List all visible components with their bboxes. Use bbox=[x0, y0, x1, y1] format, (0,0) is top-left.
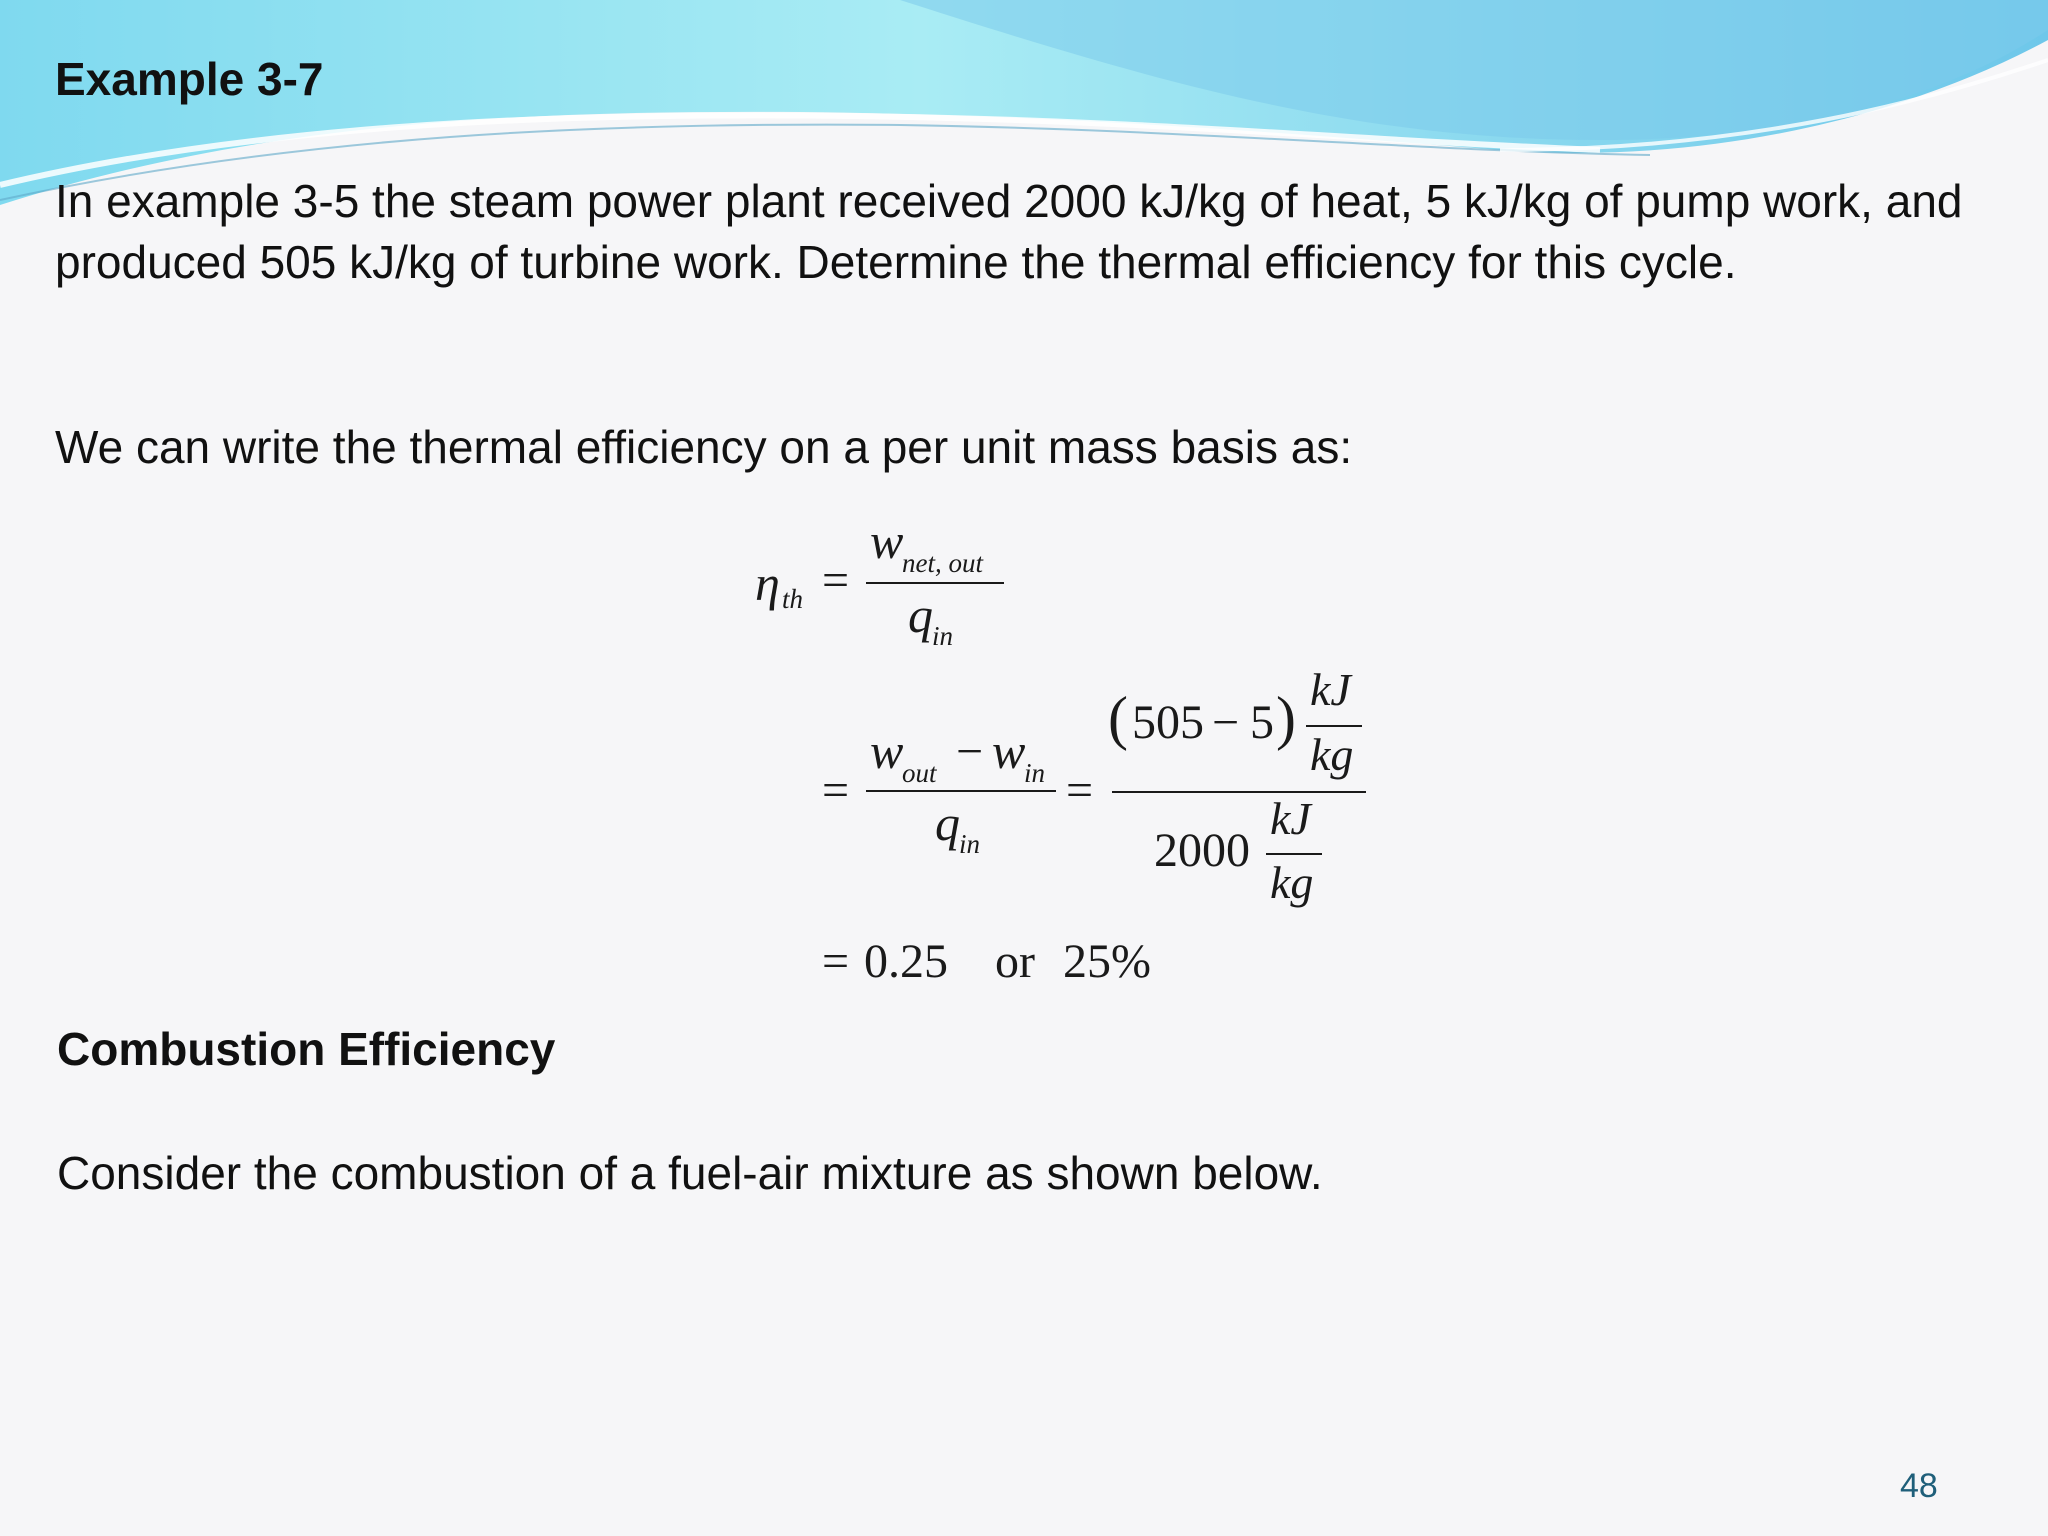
net-out-subscript: net, out bbox=[902, 548, 983, 578]
q-symbol-1: q bbox=[908, 587, 933, 643]
number-2000: 2000 bbox=[1154, 824, 1250, 877]
page-number: 48 bbox=[1900, 1467, 1938, 1505]
eta-symbol: η bbox=[755, 555, 780, 611]
in-subscript-1: in bbox=[932, 621, 954, 651]
slide-title: Example 3-7 bbox=[55, 53, 324, 105]
problem-statement: In example 3-5 the steam power plant received 2000 kJ/kg of heat, 5 kJ/kg of pump work, and produced 505 kJ/kg of turbine work. Determine the thermal efficiency for this cycle. bbox=[55, 175, 1963, 288]
combustion-intro-text: Consider the combustion of a fuel-air mixture as shown below. bbox=[57, 1147, 1323, 1199]
equals-sign-3: = bbox=[1066, 764, 1094, 817]
eta-subscript: th bbox=[782, 584, 804, 614]
or-word: or bbox=[995, 935, 1035, 988]
kj-unit-1: kJ bbox=[1310, 664, 1351, 715]
section-heading: Combustion Efficiency bbox=[57, 1023, 556, 1075]
kj-unit-2: kJ bbox=[1270, 793, 1311, 844]
result-percent: 25% bbox=[1063, 935, 1151, 988]
kg-unit-1: kg bbox=[1310, 729, 1354, 780]
equals-sign-1: = bbox=[822, 554, 850, 607]
right-paren: ) bbox=[1276, 685, 1296, 751]
number-505: 505 bbox=[1132, 696, 1204, 749]
left-paren: ( bbox=[1108, 685, 1128, 751]
number-5: 5 bbox=[1250, 696, 1274, 749]
w-symbol-3: w bbox=[992, 723, 1026, 779]
w-symbol-2: w bbox=[870, 723, 904, 779]
minus-sign-1: − bbox=[956, 725, 984, 778]
out-subscript: out bbox=[902, 758, 937, 788]
equals-sign-2: = bbox=[822, 764, 850, 817]
w-symbol-1: w bbox=[870, 513, 904, 569]
result-value: 0.25 bbox=[864, 935, 948, 988]
efficiency-intro-text: We can write the thermal efficiency on a per unit mass basis as: bbox=[55, 421, 1353, 473]
in-subscript-2: in bbox=[1024, 758, 1046, 788]
equals-sign-4: = bbox=[822, 935, 850, 988]
in-subscript-3: in bbox=[959, 829, 981, 859]
minus-sign-2: − bbox=[1212, 696, 1240, 749]
q-symbol-2: q bbox=[935, 795, 960, 851]
kg-unit-2: kg bbox=[1270, 857, 1314, 908]
